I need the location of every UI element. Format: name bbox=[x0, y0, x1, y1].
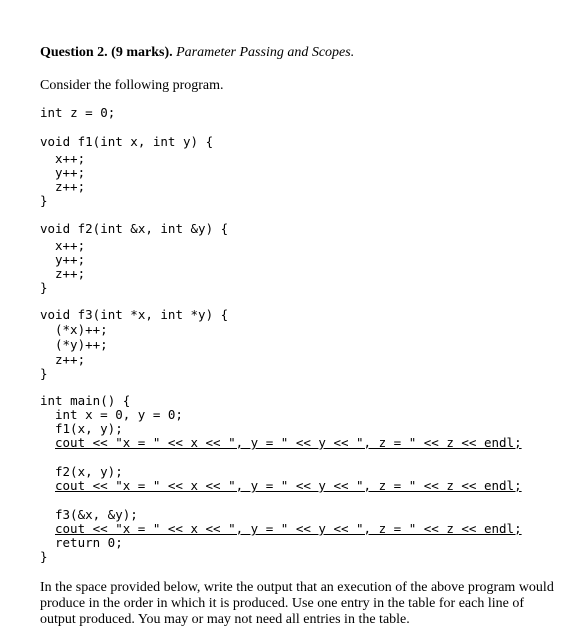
code-main-cout: cout << "x = " << x << ", y = " << y << ", z = " << z << endl; bbox=[55, 435, 522, 450]
code-f1-line: z++; bbox=[55, 179, 86, 194]
code-f3-line: (*x)++; bbox=[55, 322, 108, 337]
code-f3-signature: void f3(int *x, int *y) { bbox=[40, 307, 229, 322]
code-main-cout: cout << "x = " << x << ", y = " << y << ", z = " << z << endl; bbox=[55, 521, 522, 536]
code-f2-line: z++; bbox=[55, 266, 86, 281]
code-f1-line: y++; bbox=[55, 165, 86, 180]
code-main-call: f3(&x, &y); bbox=[55, 507, 138, 522]
question-topic: Parameter Passing and Scopes. bbox=[176, 45, 355, 60]
instructions-text: In the space provided below, write the output that an execution of the above program would produce in the order in which it is produced. Use one entry in the table for each line of output produced. You may or may not need all entries in the table. bbox=[40, 580, 554, 627]
code-f3-line: (*y)++; bbox=[55, 337, 108, 352]
code-f2-close: } bbox=[40, 280, 48, 295]
intro-text: Consider the following program. bbox=[40, 78, 224, 93]
code-f1-line: x++; bbox=[55, 151, 86, 166]
code-main-signature: int main() { bbox=[40, 393, 131, 408]
code-f1-close: } bbox=[40, 193, 48, 208]
code-main-cout: cout << "x = " << x << ", y = " << y << ", z = " << z << endl; bbox=[55, 478, 522, 493]
code-main-decl: int x = 0, y = 0; bbox=[55, 407, 183, 422]
code-f1-signature: void f1(int x, int y) { bbox=[40, 134, 214, 149]
code-main-close: } bbox=[40, 549, 48, 564]
code-main-call: f1(x, y); bbox=[55, 421, 123, 436]
code-f2-line: y++; bbox=[55, 252, 86, 267]
code-main-call: f2(x, y); bbox=[55, 464, 123, 479]
code-global-decl: int z = 0; bbox=[40, 105, 116, 120]
code-f2-line: x++; bbox=[55, 238, 86, 253]
question-heading bbox=[40, 44, 354, 62]
code-main-return: return 0; bbox=[55, 535, 123, 550]
code-f2-signature: void f2(int &x, int &y) { bbox=[40, 221, 229, 236]
code-f3-line: z++; bbox=[55, 352, 86, 367]
question-label: Question 2. (9 marks). bbox=[40, 45, 173, 60]
code-f3-close: } bbox=[40, 366, 48, 381]
